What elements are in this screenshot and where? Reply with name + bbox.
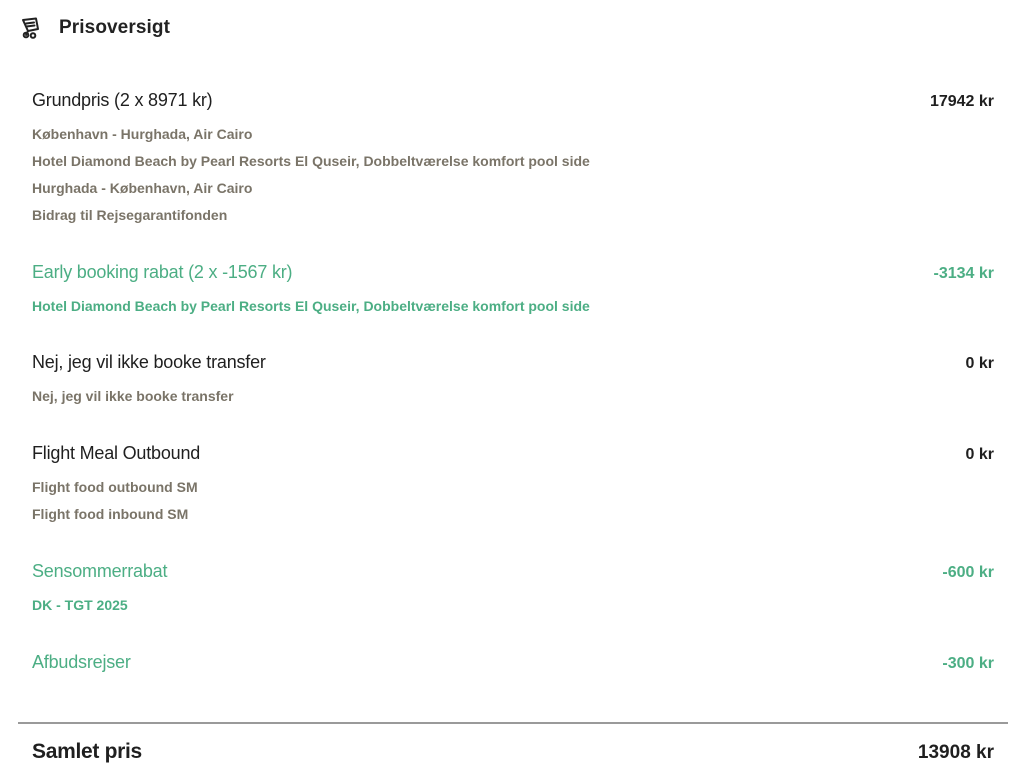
line-item-detail: Hurghada - København, Air Cairo	[32, 180, 253, 196]
line-item-detail: Flight food outbound SM	[32, 479, 198, 495]
line-item-early-booking-discount	[32, 262, 994, 352]
line-item-amount: 17942 kr	[929, 93, 994, 110]
line-item-title: Early booking rabat (2 x -1567 kr)	[32, 262, 293, 282]
line-item-amount: 0 kr	[965, 446, 994, 463]
line-item-title: Nej, jeg vil ikke booke transfer	[32, 352, 266, 372]
total-row	[32, 740, 994, 764]
line-item-flight-meal	[32, 443, 994, 561]
line-item-amount: -600 kr	[942, 564, 994, 581]
line-item-detail: København - Hurghada, Air Cairo	[32, 126, 253, 142]
line-item-transfer	[32, 352, 994, 443]
line-item-last-minute-discount	[32, 652, 994, 692]
line-item-title: Afbudsrejser	[32, 652, 131, 672]
line-item-detail: Hotel Diamond Beach by Pearl Resorts El Quseir, Dobbeltværelse komfort pool side	[32, 153, 590, 169]
line-item-amount: -3134 kr	[933, 265, 994, 282]
line-item-title: Grundpris (2 x 8971 kr)	[32, 90, 213, 110]
line-item-detail: DK - TGT 2025	[32, 597, 128, 613]
line-item-late-summer-discount	[32, 561, 994, 652]
total-divider	[18, 722, 1008, 724]
price-lines	[32, 90, 994, 692]
price-overview-header	[19, 14, 170, 42]
line-item-detail: Bidrag til Rejsegarantifonden	[32, 207, 228, 223]
line-item-base-price	[32, 90, 994, 262]
line-item-detail: Nej, jeg vil ikke booke transfer	[32, 388, 234, 404]
line-item-detail: Hotel Diamond Beach by Pearl Resorts El Quseir, Dobbeltværelse komfort pool side	[32, 298, 590, 314]
receipt-discount-icon	[19, 15, 45, 41]
page-title: Prisoversigt	[59, 17, 171, 38]
line-item-detail: Flight food inbound SM	[32, 506, 189, 522]
line-item-title: Flight Meal Outbound	[32, 443, 201, 463]
line-item-title: Sensommerrabat	[32, 561, 168, 581]
line-item-amount: -300 kr	[942, 655, 994, 672]
line-item-amount: 0 kr	[965, 355, 994, 372]
total-amount: 13908 kr	[917, 742, 994, 763]
total-label: Samlet pris	[32, 740, 142, 763]
